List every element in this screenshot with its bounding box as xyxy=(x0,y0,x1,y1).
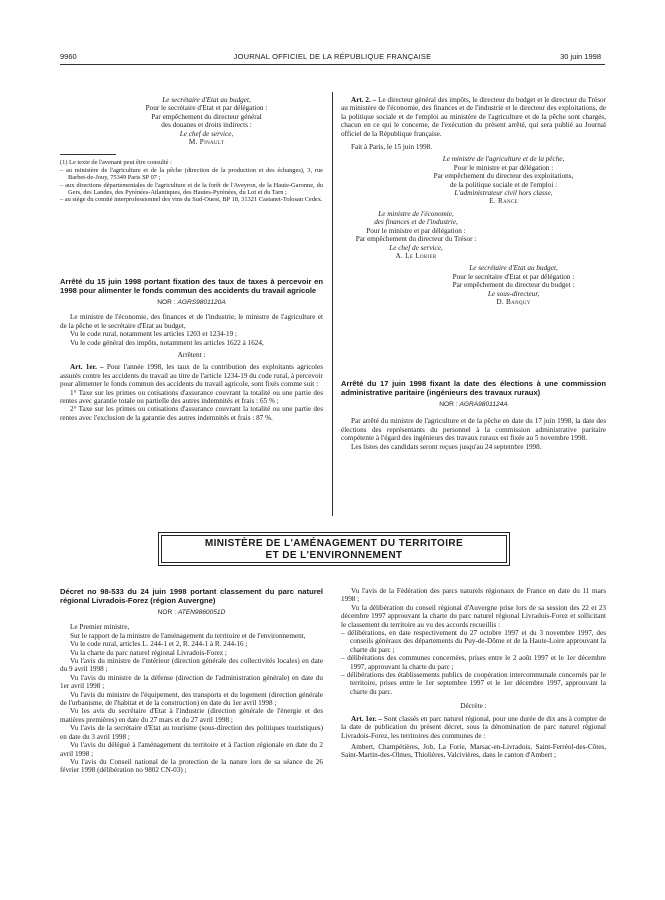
decret-right xyxy=(341,587,606,760)
signature-line: Pour le secrétaire d'Etat et par délégation : xyxy=(452,272,575,281)
right-column-top xyxy=(341,96,606,306)
nor-code: AGRS9801120A xyxy=(177,299,226,306)
decret-title: Décret no 98-533 du 24 juin 1998 portant classement du parc naturel régional Livradois-Forez (région Auvergne) xyxy=(60,587,323,605)
footnotes xyxy=(60,159,323,203)
ministry-heading-line: MINISTÈRE DE L'AMÉNAGEMENT DU TERRITOIRE xyxy=(204,538,464,549)
paragraph: Vu l'avis du délégué à l'aménagement du territoire et à l'action régionale en date du 2 avril 1998 ; xyxy=(60,741,323,758)
ministry-heading xyxy=(161,535,507,563)
signature-line: Le chef de service, xyxy=(179,129,234,138)
signature-block-budget xyxy=(60,96,323,146)
signature-block-economie xyxy=(341,210,491,260)
arrete-title: Arrêté du 17 juin 1998 fixant la date des élections à une commission administrative paritaire (ingénieurs des travaux ruraux) xyxy=(341,379,606,397)
article-text: Pour l'année 1998, les taux de la contribution des exploitants agricoles assurés contre les accidents du travail au titre de l'article 1234-19 du code rural, à percevoir pour alimenter le fonds commun des accidents du travail agricole, sont fixés comme suit : xyxy=(60,363,324,389)
paragraph: Vu le code général des impôts, notamment les articles 1622 à 1624, xyxy=(70,338,264,347)
done-at: Fait à Paris, le 15 juin 1998. xyxy=(351,143,433,152)
paragraph: Vu l'avis du ministre de la défense (direction de l'administration générale) en date du 1er avril 1998 ; xyxy=(60,673,323,691)
signatory-name: D. Banquy xyxy=(496,297,531,306)
signature-line: Par empêchement du directeur des exploitations, xyxy=(433,172,574,181)
signatory-name: E. Rance xyxy=(489,197,518,206)
paragraph: 1° Taxe sur les primes ou cotisations d'assurance couvrant la totalité ou une partie des rentes avec garantie totale ou partielle des autres indemnités et frais : 65 % ; xyxy=(60,388,323,406)
signature-line: Le chef de service, xyxy=(389,243,443,252)
paragraph: Vu l'avis de la Fédération des parcs naturels régionaux de France en date du 11 mars 1998 ; xyxy=(341,587,606,604)
paragraph: Vu le code rural, notamment les articles 1203 et 1234-19 ; xyxy=(70,330,238,339)
signature-line: Le secrétaire d'Etat au budget, xyxy=(469,264,558,273)
paragraph: Vu la délibération du conseil régional d'Auvergne prise lors de sa session des 22 et 23 décembre 1997 approuvant la charte du parc naturel régional Livradois-Forez et sollicitant le classement du territoire au vu des accords recueillis : xyxy=(341,603,606,629)
signature-line: Le secrétaire d'Etat au budget, xyxy=(162,96,251,104)
arrete-17-juin xyxy=(341,379,606,451)
signature-line: des douanes et droits indirects : xyxy=(161,121,252,130)
signature-line: Pour le ministre et par délégation : xyxy=(453,163,554,172)
paragraph: Les listes des candidats seront reçues jusqu'au 24 septembre 1998. xyxy=(351,442,542,451)
left-column-top xyxy=(60,96,323,204)
journal-title: JOURNAL OFFICIEL DE LA RÉPUBLIQUE FRANÇAISE xyxy=(233,52,432,61)
paragraph: Sur le rapport de la ministre de l'aménagement du territoire et de l'environnement, xyxy=(70,631,306,640)
footnote: – au ministère de l'agriculture et de la pêche (direction de la production et des échanges), 3, rue Barbet-de-Jouy, 75349 Paris SP 07 ; xyxy=(60,166,323,182)
paragraph: Vu le code rural, articles L. 244-1 et 2, R. 244-1 à R. 244-16 ; xyxy=(70,640,248,649)
signature-line: Par empêchement du directeur général xyxy=(151,112,262,121)
nor-reference xyxy=(60,299,323,307)
signature-block-agriculture xyxy=(341,155,606,205)
paragraph: Vu l'avis du ministre de l'intérieur (direction générale des collectivités locales) en date du 9 avril 1998 ; xyxy=(60,657,323,674)
footnote: – aux directions départementales de l'agriculture et de la forêt de l'Aveyron, de la Haute-Garonne, du Gers, des Landes, des Pyrénées-Atlantiques, des Hautes-Pyrénées, du Lot et du Tarn ; xyxy=(60,181,323,197)
paragraph: Le Premier ministre, xyxy=(70,623,130,632)
page-header xyxy=(0,52,665,64)
arrete-title: Arrêté du 15 juin 1998 portant fixation des taux de taxes à percevoir en 1998 pour alimenter le fonds commun des accidents du travail agricole xyxy=(60,277,323,295)
paragraph: Le ministre de l'économie, des finances et de l'industrie, le ministre de l'agriculture et de la pêche et le secrétaire d'Etat au budget, xyxy=(60,313,323,330)
nor-label: NOR : xyxy=(157,609,176,616)
article-1 xyxy=(60,363,323,388)
dash-item: – délibérations des communes concernées, prises entre le 2 août 1997 et le 1er décembre 1997, approuvant la charte du parc ; xyxy=(341,654,606,671)
nor-code: ATEN9860051D xyxy=(177,609,226,616)
article-1 xyxy=(341,715,606,740)
ministry-heading-box xyxy=(158,532,510,566)
decrete: Décrète : xyxy=(460,702,487,711)
article-label: Art. 1er. – xyxy=(70,363,104,372)
paragraph: 2° Taxe sur les primes ou cotisations d'assurance couvrant la totalité ou une partie des rentes avec l'exclusion de la garantie des autres indemnités et frais : 87 %. xyxy=(60,405,323,422)
communes-list: Ambert, Champétières, Job, La Forie, Marsac-en-Livradois, Saint-Ferréol-des-Côtes, Saint-Martin-des-Olmes, Thiolières, Valcivières, dans le canton d'Ambert ; xyxy=(341,742,606,760)
article-text: Le directeur général des impôts, le directeur du budget et le directeur du Trésor au ministère de l'économie, des finances et de l'industrie et le directeur des exploitations, de la politique sociale et de l'emploi au ministère de l'agriculture et de la pêche sont chargés, chacun en ce qui le concerne, de l'exécution du présent arrêté, qui sera publié au Journal officiel de la République française. xyxy=(341,96,607,138)
page-number: 9960 xyxy=(60,52,77,61)
footnote: – au siège du comité interprofessionnel des vins du Sud-Ouest, BP 18, 31321 Castanet-Tolosan Cedex. xyxy=(60,196,323,204)
signature-line: Le sous-directeur, xyxy=(487,289,540,298)
nor-label: NOR : xyxy=(439,401,458,408)
signature-block-budget xyxy=(341,264,606,306)
ministry-heading-line: ET DE L'ENVIRONNEMENT xyxy=(265,550,403,561)
issue-date: 30 juin 1998 xyxy=(560,52,601,61)
signature-line: Par empêchement du directeur du Trésor : xyxy=(355,235,477,244)
dash-item: – délibérations, en date respectivement du 27 octobre 1997 et du 3 novembre 1997, des conseils généraux des départements du Puy-de-Dôme et de la Haute-Loire approuvant la charte du parc ; xyxy=(341,629,606,654)
column-divider xyxy=(332,92,333,516)
article-label: Art. 2. – xyxy=(351,96,377,104)
header-rule xyxy=(60,64,605,65)
paragraph: Vu l'avis du ministre de l'équipement, des transports et du logement (direction générale de l'urbanisme, de l'habitat et de la construction) en date du 1er avril 1998 ; xyxy=(60,690,323,708)
dash-item: – délibérations des établissements publics de coopération intercommunale concernés par le territoire, prises entre le 1er septembre 1997 et le 1er décembre 1997, approuvant la charte du parc. xyxy=(341,671,606,696)
nor-code: AGRA9801124A xyxy=(459,401,508,408)
paragraph: Vu la charte du parc naturel régional Livradois-Forez ; xyxy=(70,648,227,657)
signature-line: Pour le secrétaire d'Etat et par délégation : xyxy=(145,104,268,113)
signature-line: Pour le ministre et par délégation : xyxy=(366,226,466,235)
paragraph: Par arrêté du ministre de l'agriculture et de la pêche en date du 17 juin 1998, la date des élections des représentants du personnel à la commission administrative paritaire compétente à l'égard des ingénieurs des travaux ruraux est fixée au 5 novembre 1998. xyxy=(341,417,606,443)
article-label: Art. 1er. – xyxy=(351,714,382,723)
article-2 xyxy=(341,96,606,138)
signatory-name: A. Le Lorier xyxy=(395,251,437,260)
footnote: (1) Le texte de l'avenant peut être consulté : xyxy=(60,159,172,167)
nor-reference xyxy=(341,401,606,409)
decret-left xyxy=(60,587,323,775)
arretent: Arrêtent : xyxy=(177,351,206,360)
signature-line: des finances et de l'industrie, xyxy=(374,218,458,227)
signature-line: Le ministre de l'économie, xyxy=(378,209,454,218)
article-text: Sont classés en parc naturel régional, pour une durée de dix ans à compter de la date de publication du présent décret, sous la dénomination de parc naturel régional Livradois-Forez, les territoires des communes de : xyxy=(341,714,607,740)
arrete-15-juin xyxy=(60,277,323,422)
signature-line: Par empêchement du directeur du budget : xyxy=(452,281,575,290)
note-separator xyxy=(60,154,116,155)
signature-line: de la politique sociale et de l'emploi : xyxy=(449,180,558,189)
paragraph: Vu les avis du secrétaire d'Etat à l'industrie (direction générale de l'énergie et des matières premières) en date du 27 mars et du 27 avril 1998 ; xyxy=(60,707,323,724)
nor-reference xyxy=(60,609,323,617)
signature-line: L'administrateur civil hors classe, xyxy=(454,189,553,198)
paragraph: Vu l'avis du Conseil national de la protection de la nature lors de sa séance du 26 février 1998 (délibération no 9802 CN-03) ; xyxy=(60,757,323,775)
nor-label: NOR : xyxy=(157,299,176,306)
signatory-name: M. Pinault xyxy=(188,138,225,147)
signature-line: Le ministre de l'agriculture et de la pêche, xyxy=(442,155,565,164)
paragraph: Vu l'avis de la secrétaire d'Etat au tourisme (sous-direction des politiques touristiques) en date du 3 avril 1998 ; xyxy=(60,724,323,741)
